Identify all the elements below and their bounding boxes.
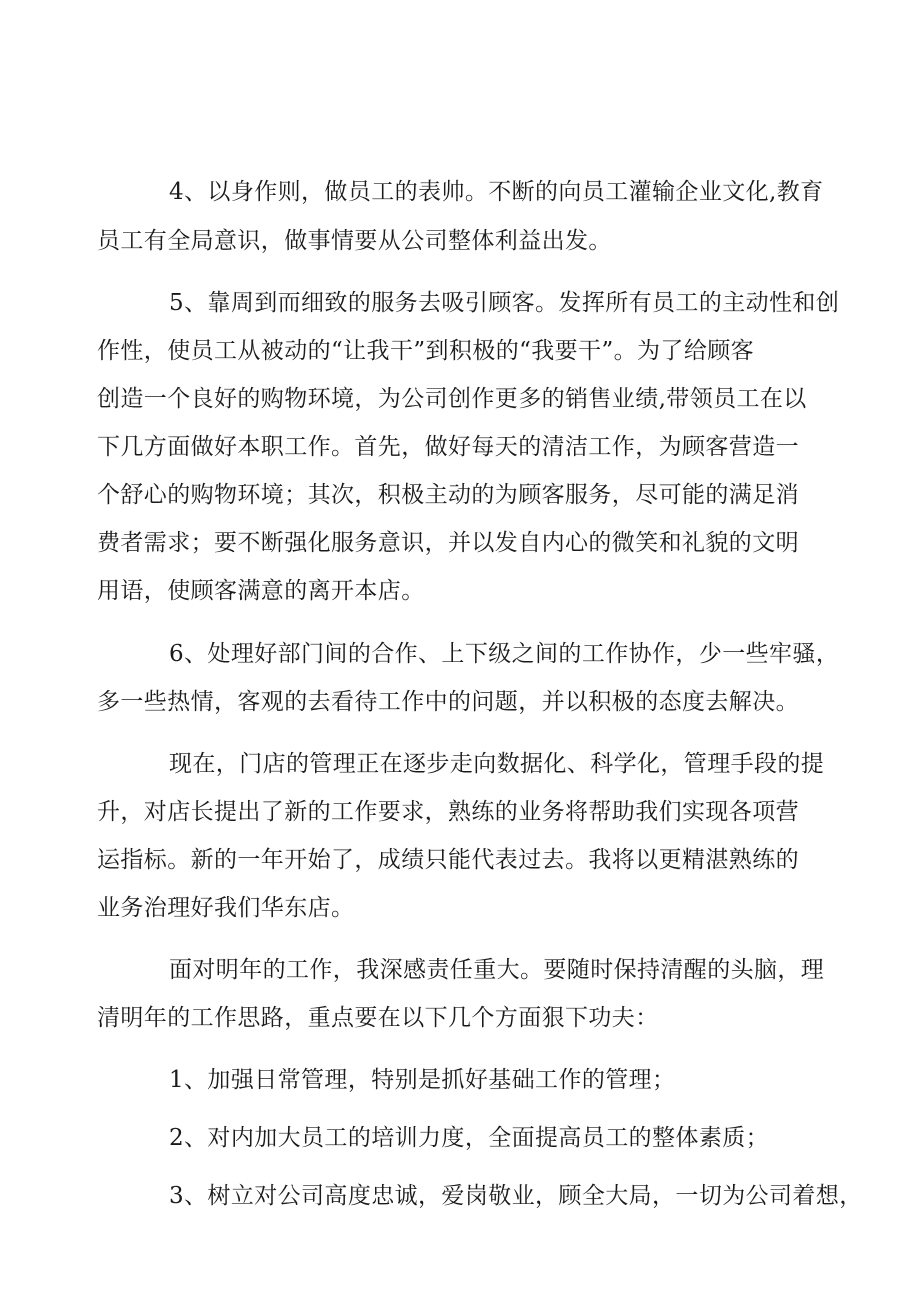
text-line: 2、对内加大员工的培训力度，全面提高员工的整体素质； (169, 1125, 770, 1151)
text-line: 费者需求；要不断强化服务意识，并以发自内心的微笑和礼貌的文明 (97, 530, 799, 556)
text-line: 业务治理好我们华东店。 (97, 895, 355, 921)
text-line: 多一些热情，客观的去看待工作中的问题，并以积极的态度去解决。 (97, 689, 799, 715)
text-line: 现在，门店的管理正在逐步走向数据化、科学化，管理手段的提 (169, 751, 825, 777)
text-line: 面对明年的工作，我深感责任重大。要随时保持清醒的头脑，理 (169, 957, 825, 983)
text-line: 员工有全局意识，做事情要从公司整体利益出发。 (97, 228, 612, 254)
text-line: 6、处理好部门间的合作、上下级之间的工作协作，少一些牢骚， (169, 641, 840, 667)
text-line: 清明年的工作思路，重点要在以下几个方面狠下功夫： (97, 1005, 659, 1031)
text-line: 1、加强日常管理，特别是抓好基础工作的管理； (169, 1067, 676, 1093)
text-line: 用语，使顾客满意的离开本店。 (97, 578, 425, 604)
text-line: 5、靠周到而细致的服务去吸引顾客。发挥所有员工的主动性和创 (169, 290, 840, 316)
text-line: 升，对店长提出了新的工作要求，熟练的业务将帮助我们实现各项营 (97, 799, 799, 825)
text-line: 下几方面做好本职工作。首先，做好每天的清洁工作，为顾客营造一 (97, 434, 799, 460)
text-line: 创造一个良好的购物环境，为公司创作更多的销售业绩,带领员工在以 (97, 386, 807, 412)
text-line: 3、树立对公司高度忠诚，爱岗敬业，顾全大局，一切为公司着想， (169, 1183, 863, 1209)
text-line: 作性，使员工从被动的“让我干”到积极的“我要干”。为了给顾客 (97, 338, 755, 364)
text-line: 个舒心的购物环境；其次，积极主动的为顾客服务，尽可能的满足消 (97, 482, 799, 508)
text-line: 4、以身作则，做员工的表帅。不断的向员工灌输企业文化,教育 (169, 179, 824, 205)
text-line: 运指标。新的一年开始了，成绩只能代表过去。我将以更精湛熟练的 (97, 847, 799, 873)
